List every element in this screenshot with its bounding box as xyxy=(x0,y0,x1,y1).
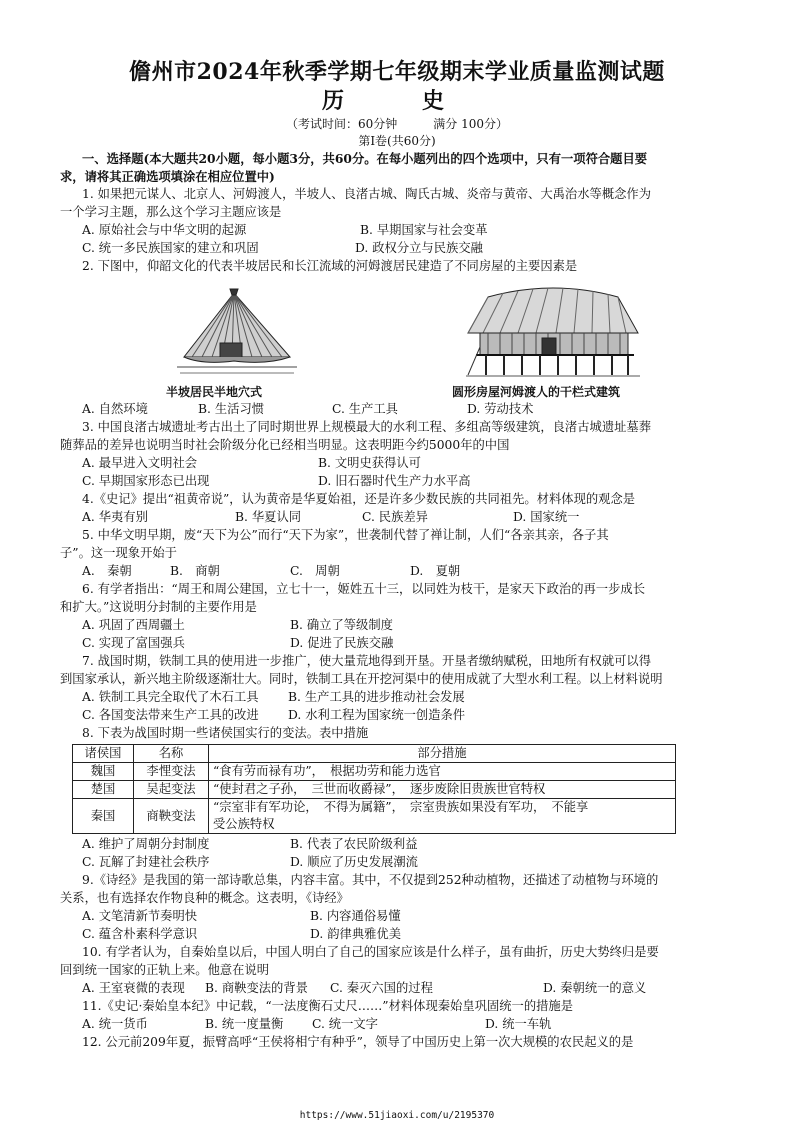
q2-option-a: A. 自然环境 xyxy=(82,402,148,416)
table-cell-measure xyxy=(209,799,676,834)
q10-option-c: C. 秦灭六国的过程 xyxy=(330,981,433,995)
q7-option-b: B. 生产工具的进步推动社会发展 xyxy=(288,690,465,704)
q1-option-a: A. 原始社会与中华文明的起源 xyxy=(82,223,247,237)
q1-option-d: D. 政权分立与民族交融 xyxy=(355,241,483,255)
q3-stem-line1: 3. 中国良渚古城遗址考古出土了同时期世界上规模最大的水利工程、多组高等级建筑，良渚古城遗址墓葬 xyxy=(82,420,652,434)
q8-option-b: B. 代表了农民阶级利益 xyxy=(290,837,418,851)
q9-option-a: A. 文笔清新节奏明快 xyxy=(82,909,198,923)
table-header-row xyxy=(73,745,676,763)
q1-option-c: C. 统一多民族国家的建立和巩固 xyxy=(82,241,259,255)
q11-option-b: B. 统一度量衡 xyxy=(205,1017,284,1031)
q10-option-a: A. 王室衰微的表现 xyxy=(82,981,185,995)
q12-stem: 12. 公元前209年夏，振臂高呼“王侯将相宁有种乎”，领导了中国历史上第一次大规模的农民起义的是 xyxy=(82,1035,634,1049)
exam-time: （考试时间：60分钟 xyxy=(285,117,398,131)
q9-stem-line2: 关系，也有选择农作物良种的概念。这表明，《诗经》 xyxy=(60,891,349,905)
q4-option-b: B. 华夏认同 xyxy=(235,510,302,524)
section-instruction-line1: 一、选择题(本大题共20小题，每小题3分，共60分。在每小题列出的四个选项中，只有一项符合题目要 xyxy=(82,151,648,166)
q2-option-c: C. 生产工具 xyxy=(332,402,398,416)
q4-option-a: A. 华夷有别 xyxy=(82,510,148,524)
table-row xyxy=(73,799,676,834)
hemudu-house-caption: 圆形房屋河姆渡人的干栏式建筑 xyxy=(452,385,621,399)
table-cell-measure: “食有劳而禄有功”， 根据功劳和能力选官 xyxy=(209,763,676,781)
q10-stem-line1: 10. 有学者认为，自秦始皇以后，中国人明白了自己的国家应该是什么样子，虽有曲折，历史大势终归是要 xyxy=(82,945,659,959)
q3-stem-line2: 随葬品的差异也说明当时社会阶级分化已经相当明显。这表明距今约5000年的中国 xyxy=(60,438,510,452)
table-cell-measure-line2: 受公族特权 xyxy=(213,817,275,831)
q2-option-b: B. 生活习惯 xyxy=(198,402,265,416)
table-cell-state: 楚国 xyxy=(73,781,134,799)
q3-option-a: A. 最早进入文明社会 xyxy=(82,456,198,470)
q11-option-a: A. 统一货币 xyxy=(82,1017,148,1031)
table-cell-name: 商鞅变法 xyxy=(134,799,209,834)
q11-option-d: D. 统一车轨 xyxy=(485,1017,552,1031)
q11-stem: 11.《史记·秦始皇本纪》中记载，“一法度衡石丈尺……”材料体现秦始皇巩固统一的措施是 xyxy=(82,999,574,1013)
q6-option-d: D. 促进了民族交融 xyxy=(290,636,394,650)
q7-stem-line2: 到国家承认，新兴地主阶级逐渐壮大。同时，铁制工具在开挖河渠中的使用成就了大型水利工程。以上材料说明 xyxy=(60,672,663,686)
q6-stem-line1: 6. 有学者指出：“周王和周公建国，立七十一，姬姓五十三，以同姓为枝干，是家天下政治的再一步成长 xyxy=(82,582,645,596)
q6-option-a: A. 巩固了西周疆土 xyxy=(82,618,185,632)
q8-option-a: A. 维护了周朝分封制度 xyxy=(82,837,210,851)
q2-stem: 2. 下图中，仰韶文化的代表半坡居民和长江流域的河姆渡居民建造了不同房屋的主要因素是 xyxy=(82,259,578,273)
q8-option-c: C. 瓦解了封建社会秩序 xyxy=(82,855,210,869)
banpo-house-caption: 半坡居民半地穴式 xyxy=(166,385,263,399)
q3-option-d: D. 旧石器时代生产力水平高 xyxy=(318,474,471,488)
q1-option-b: B. 早期国家与社会变革 xyxy=(360,223,488,237)
q7-option-c: C. 各国变法带来生产工具的改进 xyxy=(82,708,259,722)
q4-option-c: C. 民族差异 xyxy=(362,510,428,524)
q3-option-c: C. 早期国家形态已出现 xyxy=(82,474,210,488)
exam-info xyxy=(0,115,794,132)
table-header-measures: 部分措施 xyxy=(209,745,676,763)
q7-option-d: D. 水利工程为国家统一创造条件 xyxy=(288,708,466,722)
reform-table xyxy=(72,744,676,834)
subject-title: 历 史 xyxy=(321,88,472,114)
q7-stem-line1: 7. 战国时期，铁制工具的使用进一步推广，使大量荒地得到开垦。开垦者缴纳赋税，田地所有权就可以得 xyxy=(82,654,652,668)
q5-option-c: C. 周朝 xyxy=(290,564,340,578)
section-instruction-line2: 求，请将其正确选项填涂在相应位置中) xyxy=(60,169,275,184)
table-cell-name: 吴起变法 xyxy=(134,781,209,799)
banpo-semi-subterranean-house-image xyxy=(172,285,302,380)
table-cell-measure-line1: “宗室非有军功论， 不得为属籍”， 宗室贵族如果没有军功， 不能享 xyxy=(213,800,589,814)
q9-stem-line1: 9.《诗经》是我国的第一部诗歌总集，内容丰富。其中，不仅提到252种动植物，还描述了动植物与环境的 xyxy=(82,873,659,887)
q9-option-d: D. 韵律典雅优美 xyxy=(310,927,402,941)
q5-option-a: A. 秦朝 xyxy=(82,564,132,578)
table-header-state: 诸侯国 xyxy=(73,745,134,763)
q5-option-b: B. 商朝 xyxy=(170,564,220,578)
table-row xyxy=(73,763,676,781)
table-cell-measure: “使封君之子孙， 三世而收爵禄”， 逐步废除旧贵族世官特权 xyxy=(209,781,676,799)
q7-option-a: A. 铁制工具完全取代了木石工具 xyxy=(82,690,259,704)
q6-stem-line2: 和扩大。”这说明分封制的主要作用是 xyxy=(60,600,257,614)
q6-option-c: C. 实现了富国强兵 xyxy=(82,636,185,650)
q3-option-b: B. 文明史获得认可 xyxy=(318,456,421,470)
q10-option-d: D. 秦朝统一的意义 xyxy=(543,981,647,995)
q5-stem-line2: 子”。这一现象开始于 xyxy=(60,546,177,560)
q4-option-d: D. 国家统一 xyxy=(513,510,580,524)
q10-option-b: B. 商鞅变法的背景 xyxy=(205,981,308,995)
q6-option-b: B. 确立了等级制度 xyxy=(290,618,393,632)
q9-option-b: B. 内容通俗易懂 xyxy=(310,909,401,923)
q9-option-c: C. 蕴含朴素科学意识 xyxy=(82,927,198,941)
q10-stem-line2: 回到统一国家的正轨上来。他意在说明 xyxy=(60,963,270,977)
q11-option-c: C. 统一文字 xyxy=(312,1017,378,1031)
q8-option-d: D. 顺应了历史发展潮流 xyxy=(290,855,418,869)
q5-stem-line1: 5. 中华文明早期，废“天下为公”而行“天下为家”，世袭制代替了禅让制，人们“各亲其亲，各子其 xyxy=(82,528,609,542)
q8-stem: 8. 下表为战国时期一些诸侯国实行的变法。表中措施 xyxy=(82,726,369,740)
q5-option-d: D. 夏朝 xyxy=(410,564,461,578)
table-row xyxy=(73,781,676,799)
footer-url: https://www.51jiaoxi.com/u/2195370 xyxy=(299,1110,495,1121)
table-cell-name: 李悝变法 xyxy=(134,763,209,781)
q1-stem-line2: 一个学习主题，那么这个学习主题应该是 xyxy=(60,205,282,219)
q2-option-d: D. 劳动技术 xyxy=(467,402,534,416)
table-cell-state: 秦国 xyxy=(73,799,134,834)
exam-title: 儋州市2024年秋季学期七年级期末学业质量监测试题 xyxy=(129,59,665,85)
table-header-name: 名称 xyxy=(134,745,209,763)
exam-score: 满分 100分） xyxy=(433,117,508,131)
table-cell-state: 魏国 xyxy=(73,763,134,781)
q4-stem: 4.《史记》提出“祖黄帝说”，认为黄帝是华夏始祖，还是许多少数民族的共同祖先。材料体现的观念是 xyxy=(82,492,636,506)
hemudu-stilt-house-image xyxy=(458,283,648,383)
part-heading: 第Ⅰ卷(共60分) xyxy=(358,134,436,148)
q1-stem-line1: 1. 如果把元谋人、北京人、河姆渡人，半坡人、良渚古城、陶氏古城、炎帝与黄帝、大禹治水等概念作为 xyxy=(82,187,652,201)
